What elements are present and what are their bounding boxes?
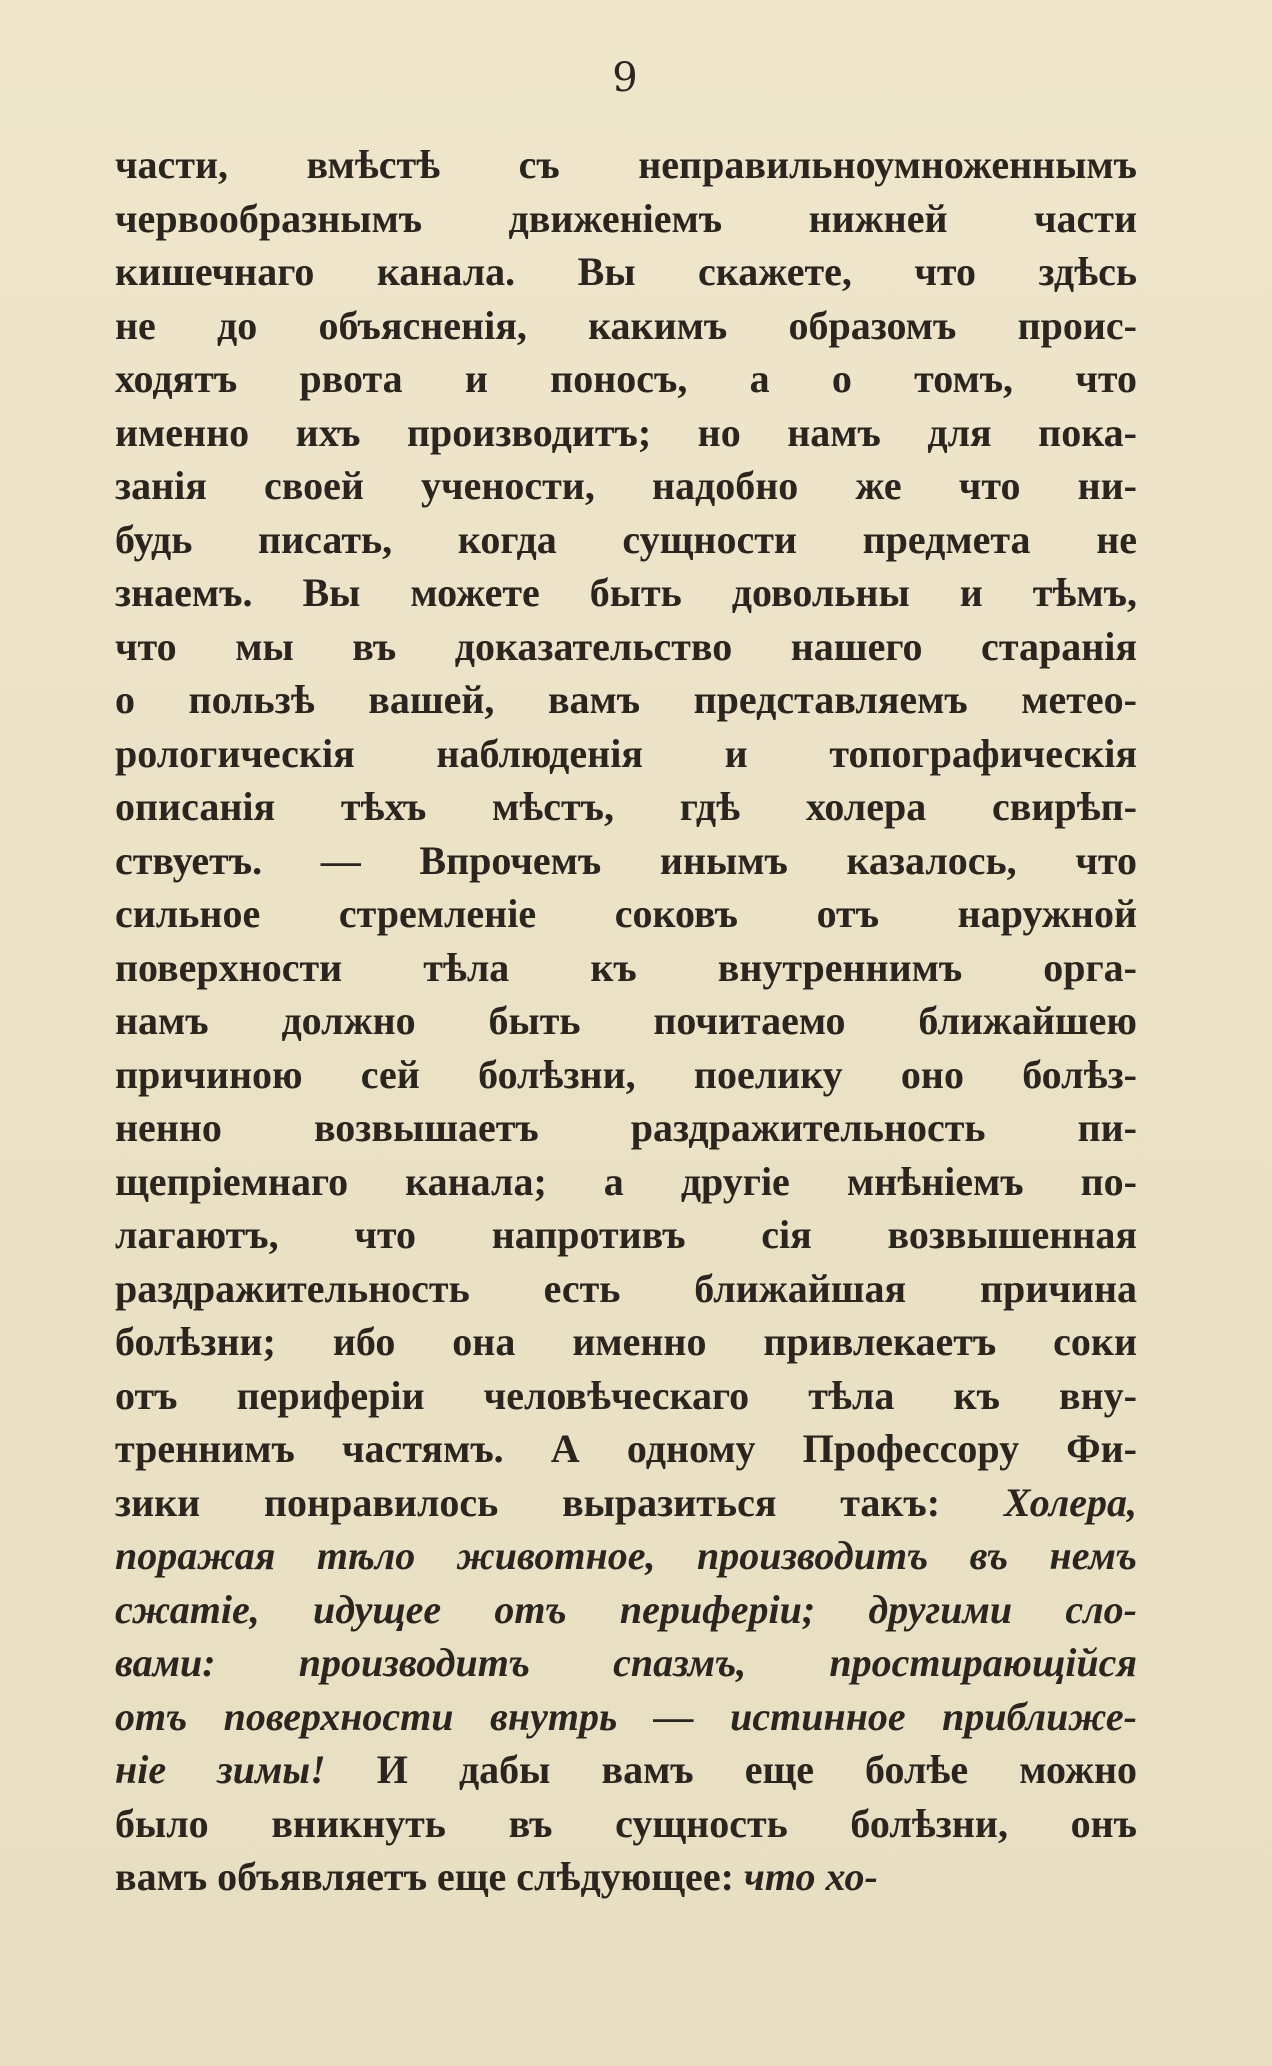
text-line <box>115 1636 1137 1690</box>
text-line <box>115 459 1137 513</box>
text-line <box>115 1529 1137 1583</box>
text-line <box>115 1315 1137 1369</box>
text-line <box>115 673 1137 727</box>
text-segment: щепріемнаго канала; а другіе мнѣніемъ по- <box>115 1158 1137 1204</box>
text-line <box>115 1797 1137 1851</box>
text-line <box>115 1262 1137 1316</box>
text-line <box>115 1690 1137 1744</box>
text-line <box>115 994 1137 1048</box>
text-line <box>115 1155 1137 1209</box>
italic-segment: ніе зимы! <box>115 1747 326 1792</box>
text-segment: знаемъ. Вы можете быть довольны и тѣмъ, <box>115 570 1137 615</box>
body-text <box>115 138 1137 1904</box>
text-line <box>115 1208 1137 1262</box>
text-segment: И дабы вамъ еще болѣе можно <box>325 1747 1137 1792</box>
text-segment: намъ должно быть почитаемо ближайшею <box>115 998 1137 1043</box>
italic-segment: сжатіе, идущее отъ периферіи; другими сло- <box>115 1586 1137 1632</box>
text-segment: занія своей учености, надобно же что ни- <box>115 463 1137 508</box>
text-line <box>115 513 1137 567</box>
text-line <box>115 138 1137 192</box>
text-segment: зики понравилось выразиться такъ: <box>115 1479 1004 1525</box>
text-segment: ненно возвышаетъ раздражительность пи- <box>115 1105 1137 1150</box>
text-segment: поверхности тѣла къ внутреннимъ орга- <box>115 944 1137 990</box>
text-line <box>115 1101 1137 1155</box>
italic-segment: что хо- <box>743 1854 878 1899</box>
text-segment: треннимъ частямъ. А одному Профессору Фи- <box>115 1426 1137 1471</box>
page-number: 9 <box>612 55 638 101</box>
text-segment: болѣзни; ибо она именно привлекаетъ соки <box>115 1319 1137 1364</box>
text-line <box>115 299 1137 353</box>
text-segment: ходятъ рвота и поносъ, а о томъ, что <box>115 356 1137 401</box>
text-line <box>115 941 1137 995</box>
text-segment: отъ периферіи человѣческаго тѣла къ вну- <box>115 1372 1137 1418</box>
text-line <box>115 245 1137 299</box>
text-line <box>115 1850 1137 1904</box>
text-segment: части, вмѣстѣ съ неправильноумноженнымъ <box>115 142 1137 187</box>
text-line <box>115 192 1137 246</box>
text-segment: причиною сей болѣзни, поелику оно болѣз- <box>115 1051 1137 1097</box>
text-segment: кишечнаго канала. Вы скажете, что здѣсь <box>115 249 1137 294</box>
text-segment: лагаютъ, что напротивъ сія возвышенная <box>115 1212 1137 1257</box>
text-line <box>115 1583 1137 1637</box>
text-segment: о пользѣ вашей, вамъ представляемъ метео- <box>115 677 1137 722</box>
text-segment: описанія тѣхъ мѣстъ, гдѣ холера свирѣп- <box>115 784 1137 829</box>
italic-segment: Холера, <box>1003 1479 1137 1525</box>
text-segment: было вникнуть въ сущность болѣзни, онъ <box>115 1800 1137 1846</box>
italic-segment: вами: производитъ спазмъ, простирающійся <box>115 1640 1137 1685</box>
text-line <box>115 566 1137 620</box>
text-segment: сильное стремленіе соковъ отъ наружной <box>115 891 1137 936</box>
italic-segment: поражая тѣло животное, производитъ въ немъ <box>115 1533 1137 1578</box>
text-line <box>115 780 1137 834</box>
text-segment: именно ихъ производитъ; но намъ для пока- <box>115 409 1137 455</box>
text-line <box>115 1743 1137 1797</box>
text-line <box>115 1048 1137 1102</box>
text-line <box>115 727 1137 781</box>
text-line <box>115 834 1137 888</box>
italic-segment: отъ поверхности внутрь — истинное приближе- <box>115 1693 1137 1739</box>
text-segment: ствуетъ. — Впрочемъ инымъ казалось, что <box>115 837 1137 883</box>
text-segment: что мы въ доказательство нашего старанія <box>115 623 1137 669</box>
text-segment: червообразнымъ движеніемъ нижней части <box>115 195 1137 241</box>
text-line <box>115 1422 1137 1476</box>
text-segment: раздражительность есть ближайшая причина <box>115 1265 1137 1311</box>
text-line <box>115 406 1137 460</box>
text-segment: вамъ объявляетъ еще слѣдующее: <box>115 1854 744 1899</box>
text-line <box>115 1476 1137 1530</box>
text-line <box>115 1369 1137 1423</box>
text-segment: не до объясненія, какимъ образомъ проис- <box>115 302 1137 348</box>
text-segment: рологическія наблюденія и топографическія <box>115 730 1137 776</box>
text-segment: будь писать, когда сущности предмета не <box>115 516 1137 562</box>
text-line <box>115 620 1137 674</box>
text-line <box>115 352 1137 406</box>
text-line <box>115 887 1137 941</box>
